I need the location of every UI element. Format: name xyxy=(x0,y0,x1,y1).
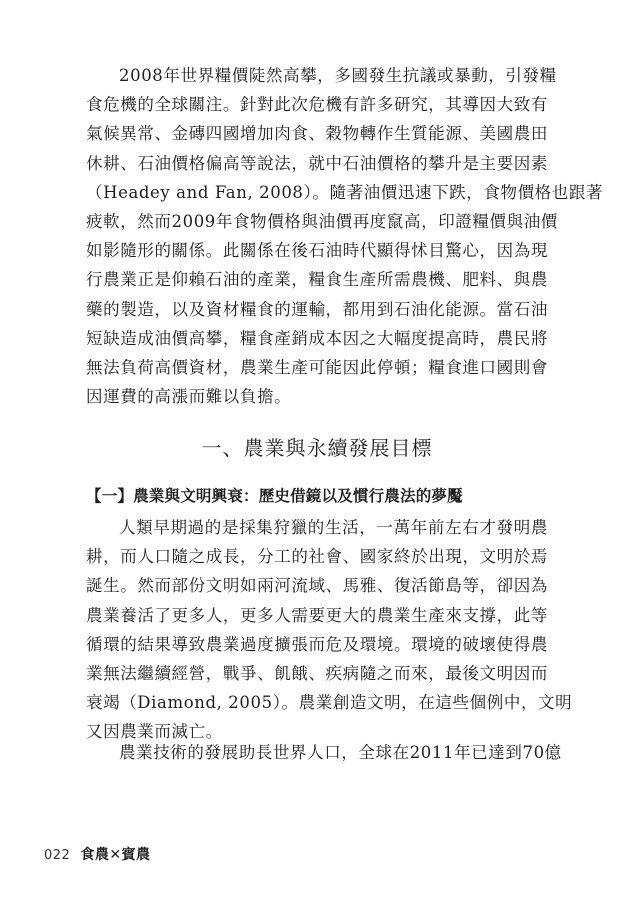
text-line: 行農業正是仰賴石油的產業，糧食生產所需農機、肥料、與農 xyxy=(86,270,548,290)
text-line: 疲軟，然而2009年食物價格與油價再度竄高，印證糧價與油價 xyxy=(86,211,558,231)
text-line: 耕，而人口隨之成長，分工的社會、國家終於出現，文明於焉 xyxy=(86,547,548,567)
text-line: 農業養活了更多人，更多人需要更大的農業生產來支撐，此等 xyxy=(86,605,548,625)
text-line: 人類早期過的是採集狩獵的生活，一萬年前左右才發明農 xyxy=(119,518,548,537)
text-line: 氣候異常、金磚四國增加肉食、穀物轉作生質能源、美國農田 xyxy=(86,124,548,144)
text-line: 無法負荷高價資材，農業生產可能因此停頓；糧食進口國則會 xyxy=(86,357,548,377)
text-line: 衰竭（Diamond, 2005）。農業創造文明，在這些個例中，文明 xyxy=(86,693,573,713)
text-line: 短缺造成油價高攀，糧食產銷成本因之大幅度提高時，農民將 xyxy=(86,328,548,348)
paragraph-population xyxy=(86,738,562,767)
book-title: 食農✕賓農 xyxy=(80,847,151,863)
text-line: 休耕、石油價格偏高等說法，就中石油價格的攀升是主要因素 xyxy=(86,153,548,173)
text-line: （Headey and Fan, 2008）。隨著油價迅速下跌，食物價格也跟著 xyxy=(86,182,604,202)
text-line: 誕生。然而部份文明如兩河流域、馬雅、復活節島等，卻因為 xyxy=(86,576,548,596)
paragraph-civilization xyxy=(86,513,573,747)
text-line: 又因農業而滅亡。 xyxy=(86,722,223,742)
text-line: 因運費的高漲而難以負擔。 xyxy=(86,387,292,407)
text-line: 如影隨形的關係。此關係在後石油時代顯得怵目驚心，因為現 xyxy=(86,241,548,261)
page-footer xyxy=(44,845,151,865)
text-line: 食危機的全球關注。針對此次危機有許多研究，其導因大致有 xyxy=(86,95,548,115)
text-line: 業無法繼續經營，戰爭、飢餓、疾病隨之而來，最後文明因而 xyxy=(86,663,548,683)
text-line: 2008年世界糧價陡然高攀，多國發生抗議或暴動，引發糧 xyxy=(119,66,557,85)
subsection-heading: 【一】農業與文明興衰：歷史借鏡以及慣行農法的夢魘 xyxy=(86,487,463,505)
text-line: 農業技術的發展助長世界人口，全球在2011年已達到70億 xyxy=(119,743,562,762)
paragraph-food-crisis xyxy=(86,61,604,411)
text-line: 循環的結果導致農業過度擴張而危及環境。環境的破壞使得農 xyxy=(86,634,548,654)
text-line: 藥的製造，以及資材糧食的運輸，都用到石油化能源。當石油 xyxy=(86,299,548,319)
section-heading: 一、農業與永續發展目標 xyxy=(201,436,433,460)
page-number: 022 xyxy=(44,848,71,863)
